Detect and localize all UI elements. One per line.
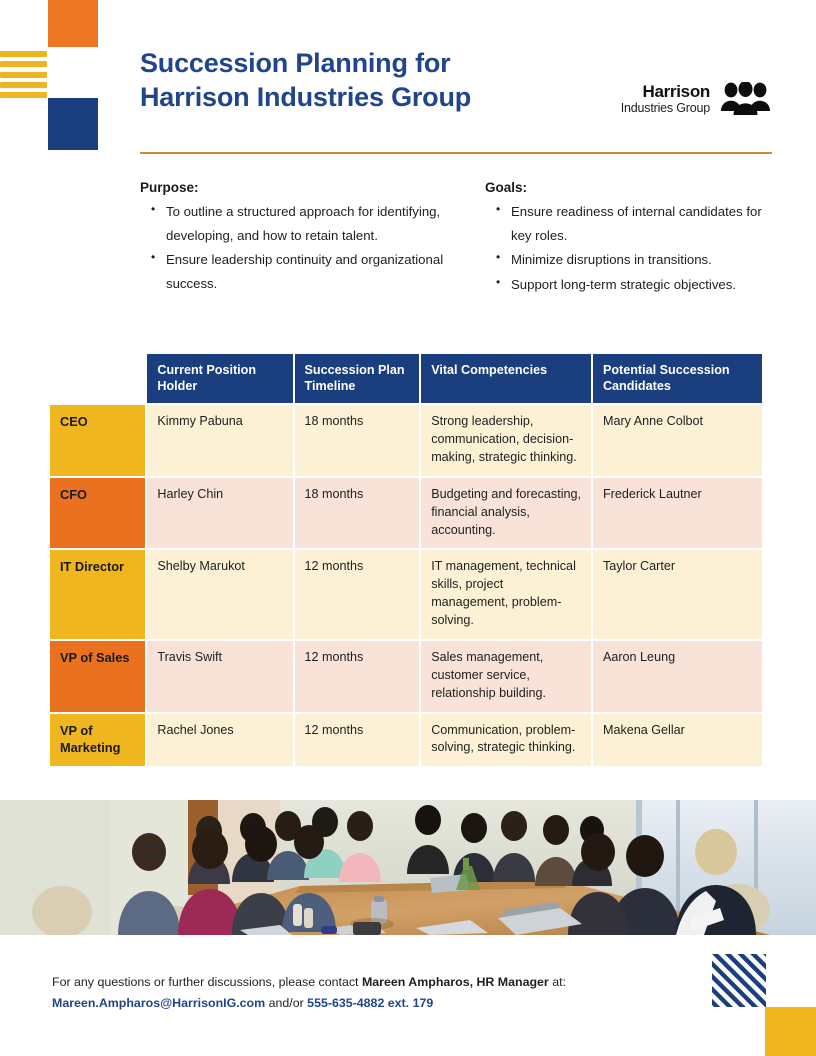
- cell-competencies: IT management, technical skills, project management, problem-solving.: [421, 550, 591, 639]
- people-group-icon: [719, 82, 771, 116]
- decorative-diagonal-hatch: [712, 954, 766, 1007]
- goals-heading: Goals:: [485, 180, 528, 195]
- logo-company-name: Harrison: [642, 82, 710, 102]
- cell-holder: Rachel Jones: [147, 714, 292, 767]
- team-meeting-photo: [0, 800, 816, 935]
- cell-competencies: Budgeting and forecasting, financial analysis, accounting.: [421, 478, 591, 549]
- purpose-list-item: • Ensure leadership continuity and organizational success.: [166, 248, 458, 295]
- cell-competencies: Sales management, customer service, relationship building.: [421, 641, 591, 712]
- table-row: [50, 550, 762, 639]
- table-row: [50, 714, 762, 767]
- cell-candidate: Makena Gellar: [593, 714, 762, 767]
- cell-candidate: Taylor Carter: [593, 550, 762, 639]
- cell-candidate: Frederick Lautner: [593, 478, 762, 549]
- row-label-vp-of-sales: VP of Sales: [50, 641, 145, 712]
- page-title: [140, 46, 560, 114]
- decorative-yellow-stripes: [0, 51, 47, 98]
- table-header: [50, 354, 762, 403]
- cell-holder: Shelby Marukot: [147, 550, 292, 639]
- row-label-it-director: IT Director: [50, 550, 145, 639]
- header-divider-rule: [140, 152, 772, 154]
- purpose-list: [140, 200, 458, 295]
- column-header-potential-succession-candidates: Potential Succession Candidates: [593, 354, 762, 403]
- cell-candidate: Aaron Leung: [593, 641, 762, 712]
- column-header-current-position-holder: Current Position Holder: [147, 354, 292, 403]
- footer-contact-name: Mareen Ampharos, HR Manager: [361, 975, 549, 989]
- row-label-cfo: CFO: [50, 478, 145, 549]
- cell-holder: Harley Chin: [147, 478, 292, 549]
- page-title-line2: Harrison Industries Group: [140, 82, 472, 113]
- company-logo: [621, 82, 771, 116]
- cell-timeline: 18 months: [295, 478, 420, 549]
- table-row: [50, 405, 762, 476]
- cell-timeline: 12 months: [295, 641, 420, 712]
- table-body: [50, 405, 762, 766]
- footer-conjunction-text: and/or: [265, 996, 308, 1011]
- purpose-heading: Purpose:: [140, 180, 199, 195]
- purpose-column: [140, 180, 458, 297]
- decorative-navy-square: [48, 98, 98, 150]
- cell-competencies: Strong leadership, communication, decision-making, strategic thinking.: [421, 405, 591, 476]
- cell-holder: Travis Swift: [147, 641, 292, 712]
- logo-company-subtitle: Industries Group: [620, 100, 710, 115]
- cell-timeline: 12 months: [295, 550, 420, 639]
- footer-email-link[interactable]: Mareen.Ampharos@HarrisonIG.com: [52, 996, 266, 1011]
- cell-candidate: Mary Anne Colbot: [593, 405, 762, 476]
- page-title-line1: Succession Planning for: [140, 48, 451, 78]
- column-header-vital-competencies: Vital Competencies: [421, 354, 591, 403]
- purpose-list-item: • To outline a structured approach for identifying, developing, and how to retain talent.: [166, 200, 458, 247]
- table-row: [50, 641, 762, 712]
- logo-text: [621, 83, 710, 115]
- footer-phone-number: 555-635-4882 ext. 179: [307, 996, 434, 1011]
- succession-plan-table: [48, 352, 764, 768]
- purpose-goals-section: [140, 180, 776, 297]
- cell-holder: Kimmy Pabuna: [147, 405, 292, 476]
- footer-at-text: at:: [548, 975, 566, 989]
- goals-list-item: • Support long-term strategic objectives.: [511, 273, 776, 297]
- goals-list-item: • Minimize disruptions in transitions.: [511, 248, 776, 272]
- table-header-row: [50, 354, 762, 403]
- footer-intro-text: For any questions or further discussions, please contact: [52, 975, 362, 989]
- document-header: [140, 46, 776, 114]
- row-label-vp-of-marketing: VP of Marketing: [50, 714, 145, 767]
- goals-list-item: • Ensure readiness of internal candidates for key roles.: [511, 200, 776, 247]
- goals-list: [485, 200, 776, 296]
- cell-timeline: 12 months: [295, 714, 420, 767]
- table-row: [50, 478, 762, 549]
- column-header-succession-plan-timeline: Succession Plan Timeline: [295, 354, 420, 403]
- decorative-orange-square: [48, 0, 98, 47]
- table-corner-blank: [50, 354, 145, 403]
- footer-contact: [52, 972, 652, 1015]
- goals-column: [458, 180, 776, 297]
- decorative-yellow-square: [765, 1007, 816, 1056]
- row-label-ceo: CEO: [50, 405, 145, 476]
- cell-competencies: Communication, problem-solving, strategic thinking.: [421, 714, 591, 767]
- cell-timeline: 18 months: [295, 405, 420, 476]
